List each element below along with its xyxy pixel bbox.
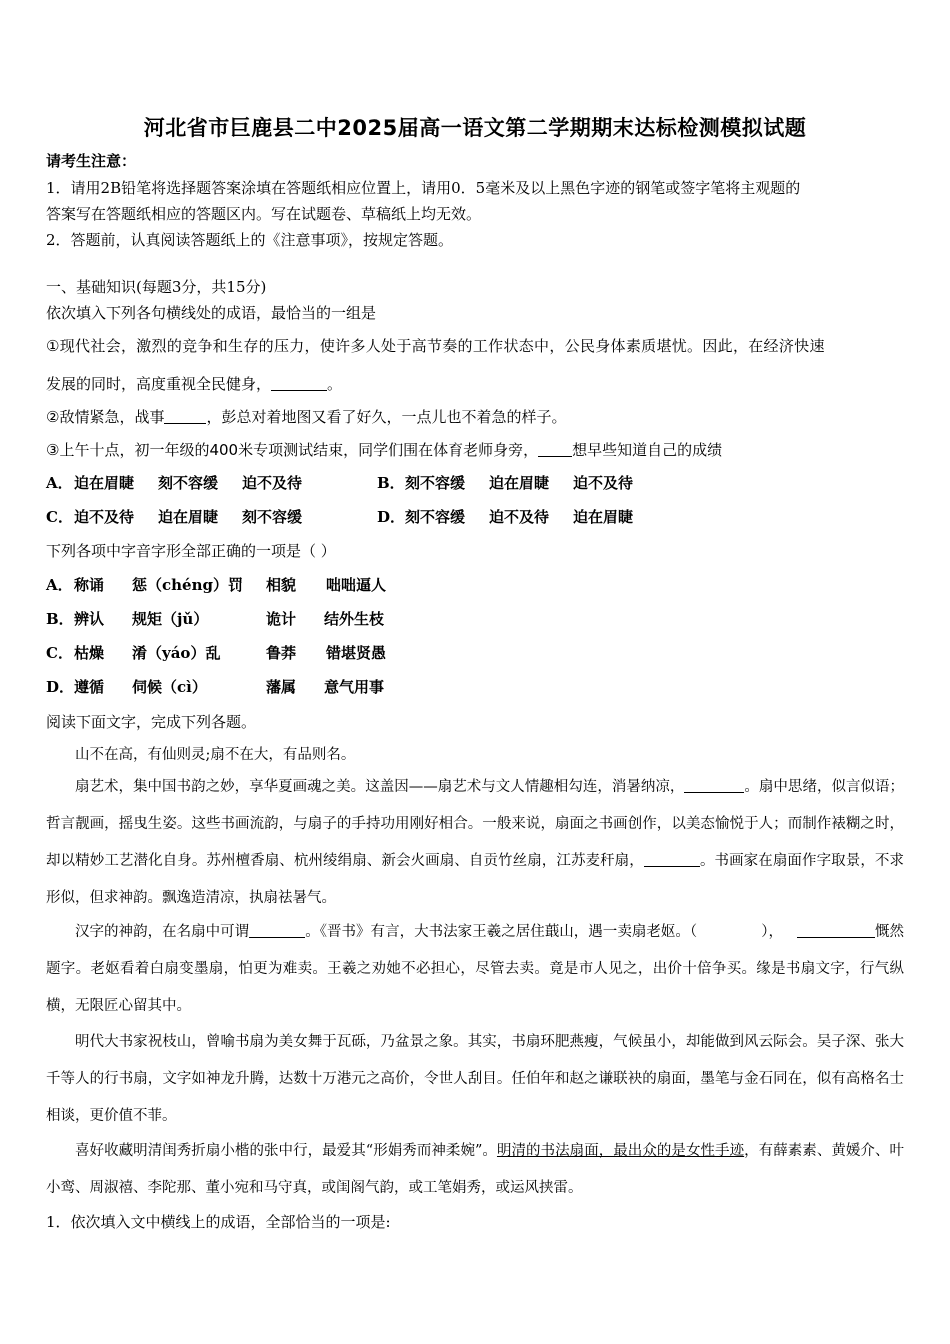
question-stem-2: 下列各项中字音字形全部正确的一项是（ ） <box>46 542 336 560</box>
answer-blank <box>271 375 327 391</box>
answer-blank <box>538 441 572 457</box>
notice-heading: 请考生注意： <box>46 152 137 170</box>
paragraph-4: 明代大书家祝枝山，曾喻书扇为美女舞于瓦砾，乃盆景之象。其实，书扇环肥燕瘦，气候虽小，却能做到风云际会。吴子深、张大千等人的行书扇，文字如神龙升腾，达数十万港元之高价，令世人刮目。任伯年和赵之谦联袂的扇面，墨笔与金石同在，似有高格名士相谈，更价值不菲。 <box>46 1034 904 1124</box>
section-heading: 一、基础知识(每题3分，共15分) <box>46 278 267 296</box>
question-stem-1: 依次填入下列各句横线处的成语，最恰当的一组是 <box>46 304 377 322</box>
paragraph-5: 喜好收藏明清闺秀折扇小楷的张中行，最爱其“形娟秀而神柔婉”。明清的书法扇面，最出众的是女性手迹，有薛素素、黄媛介、叶小鸾、周淑禧、李陀那、董小宛和马守真，或闺阁气韵，或工笔娟秀，或运风挟雷。 <box>46 1143 905 1196</box>
q2-option-a: A．称诵 惩（chéng）罚 相貌 咄咄逼人 <box>46 576 387 594</box>
q2-option-b: B．辨认 规矩（jǔ） 诡计 结外生枝 <box>46 610 385 628</box>
q1-option-c: C．迫不及待 迫在眉睫 刻不容缓 <box>46 508 303 526</box>
sentence-2: ②敌情紧急，战事 ，彭总对着地图又看了好久，一点儿也不着急的样子。 <box>46 408 567 426</box>
sentence-1b: 发展的同时，高度重视全民健身， 。 <box>46 375 343 393</box>
exam-title: 河北省市巨鹿县二中2025届高一语文第二学期期末达标检测模拟试题 <box>143 116 807 140</box>
notice-line-1b: 答案写在答题纸相应的答题区内。写在试题卷、草稿纸上均无效。 <box>46 205 482 223</box>
q1-option-a: A．迫在眉睫 刻不容缓 迫不及待 <box>46 474 303 492</box>
reading-intro: 阅读下面文字，完成下列各题。 <box>46 713 257 731</box>
reading-question-1: 1．依次填入文中横线上的成语，全部恰当的一项是: <box>46 1213 391 1231</box>
q1-option-b: B．刻不容缓 迫在眉睫 迫不及待 <box>377 474 634 492</box>
paragraph-3: 汉字的神韵，在名扇中可谓 。《晋书》有言，大书法家王羲之居住蕺山，遇一卖扇老妪。（ ）， 慨然题字。老妪看着白扇变墨扇，怕更为难卖。王羲之劝她不必担心，尽管去卖。竟是市人见之，出价十倍争买。缘是书扇文字，行气纵横，无限匠心留其中。 <box>46 924 905 1014</box>
notice-line-1a: 1．请用2B铅笔将选择题答案涂填在答题纸相应位置上，请用0．5毫米及以上黑色字迹的钢笔或签字笔将主观题的 <box>46 179 801 197</box>
q1-option-d: D．刻不容缓 迫不及待 迫在眉睫 <box>377 508 634 526</box>
answer-blank <box>797 923 875 939</box>
q2-option-d: D．遵循 伺候（cì） 藩属 意气用事 <box>46 678 385 696</box>
paragraph-1: 山不在高，有仙则灵;扇不在大，有品则名。 <box>75 747 356 763</box>
q2-option-c: C．枯燥 淆（yáo）乱 鲁莽 错堪贤愚 <box>46 644 387 662</box>
answer-blank <box>164 408 206 424</box>
notice-line-2: 2．答题前，认真阅读答题纸上的《注意事项》，按规定答题。 <box>46 231 454 249</box>
underlined-sentence: 明清的书法扇面，最出众的是女性手迹 <box>496 1143 745 1159</box>
answer-blank <box>644 852 700 868</box>
answer-blank <box>684 778 744 794</box>
answer-blank <box>249 923 305 939</box>
sentence-3: ③上午十点，初一年级的400米专项测试结束，同学们围在体育老师身旁， 想早些知道自己的成绩 <box>46 441 723 459</box>
sentence-1a: ①现代社会，激烈的竞争和生存的压力，使许多人处于高节奏的工作状态中，公民身体素质堪忧。因此，在经济快速 <box>46 337 825 355</box>
paragraph-2: 扇艺术，集中国书韵之妙，享华夏画魂之美。这盖因——扇艺术与文人情趣相勾连，消暑纳凉， 。扇中思绪，似言似语；哲言靓画，摇曳生姿。这些书画流韵，与扇子的手持功用刚好相合。一般来说，扇面之书画创作，以美态愉悦于人；而制作裱糊之时，却以精妙工艺潜化自身。苏州檀香扇、杭州绫绢扇、新会火画扇、自贡竹丝扇，江苏麦秆扇， 。书画家在扇面作字取景，不求形似，但求神韵。飘逸造清凉，执扇祛暑气。 <box>46 779 905 906</box>
